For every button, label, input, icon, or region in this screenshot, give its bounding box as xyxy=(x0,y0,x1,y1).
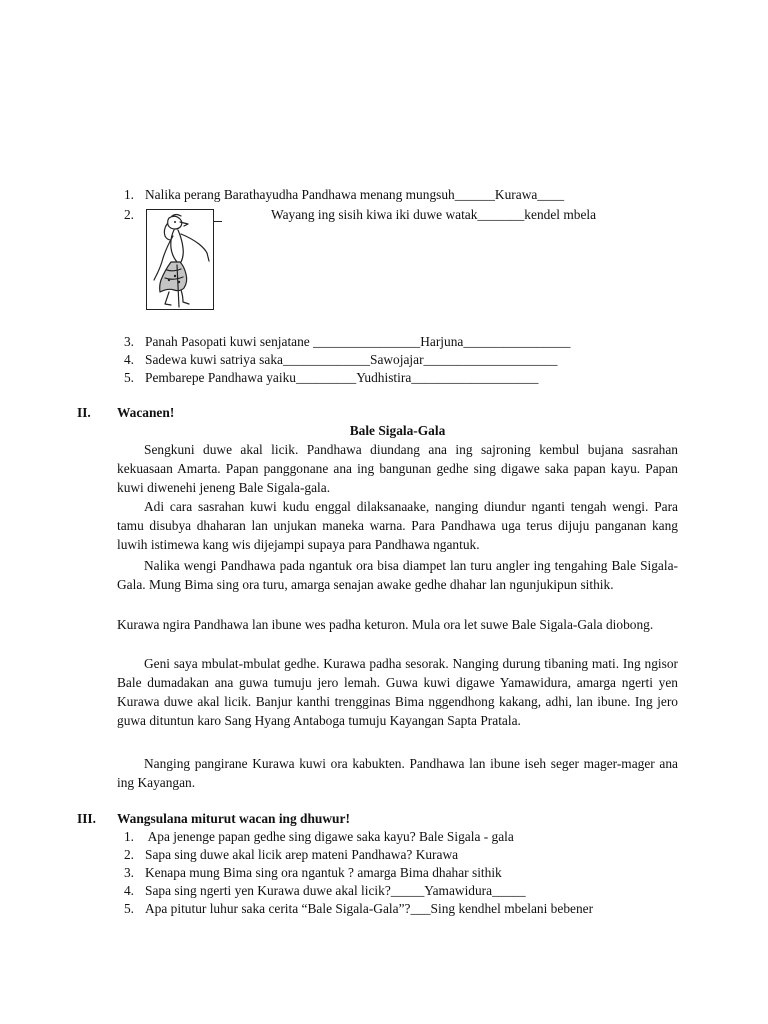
item-text: Apa jenenge papan gedhe sing digawe saka kayu? Bale Sigala - gala xyxy=(145,829,514,844)
reading-paragraph: Geni saya mbulat-mbulat gedhe. Kurawa padha sesorak. Nanging durung tibaning mati. Ing ngisor Bale dumadakan ana guwa tumuju jero lemah. Guwa kuwi digawe Yamawidura, amarga ngerti yen Kurawa duwe akal licik. Banjur kanthi trengginas Bima nggendhong kakang, adhi, lan ibune. Ing jero guwa dituntun karo Sang Hyang Antaboga tumuju Kayangan Sapta Pratala. xyxy=(117,656,678,728)
wayang-figure-icon xyxy=(147,210,213,309)
item-text: Pembarepe Pandhawa yaiku_________Yudhistira___________________ xyxy=(145,370,539,385)
item-number: 2. xyxy=(123,207,134,222)
item-text: Apa pitutur luhur saka cerita “Bale Sigala-Gala”?___Sing kendhel mbelani bebener xyxy=(145,901,594,916)
item-number: 1. xyxy=(123,187,134,202)
item-text: Sadewa kuwi satriya saka_____________Sawojajar____________________ xyxy=(145,352,558,367)
wayang-figure-icon xyxy=(146,209,214,310)
item-number: 5. xyxy=(123,370,134,385)
item-text: Kenapa mung Bima sing ora ngantuk ? amarga Bima dhahar sithik xyxy=(145,865,502,880)
item-number: 3. xyxy=(123,865,134,880)
reading-paragraph: Nanging pangirane Kurawa kuwi ora kabukten. Pandhawa lan ibune iseh seger mager-mager ana ing Kayangan. xyxy=(117,756,678,790)
item-text: Sapa sing ngerti yen Kurawa duwe akal licik?_____Yamawidura_____ xyxy=(145,883,526,898)
item-number: 1. xyxy=(123,829,134,844)
reading-paragraph: Kurawa ngira Pandhawa lan ibune wes padha keturon. Mula ora let suwe Bale Sigala-Gala diobong. xyxy=(117,617,654,632)
section-number: III. xyxy=(77,811,96,826)
item-text: Nalika perang Barathayudha Pandhawa menang mungsuh______Kurawa____ xyxy=(145,187,565,202)
item-text: Panah Pasopati kuwi senjatane ________________Harjuna________________ xyxy=(145,334,571,349)
reading-paragraph: Sengkuni duwe akal licik. Pandhawa diundang ana ing sajroning kembul bujana sasrahan kekuasaan Amarta. Papan panggonane ana ing bangunan gedhe sing digawe saka papan kayu. Papan kuwi diwenehi jeneng Bale Sigala-gala. xyxy=(117,442,678,495)
reading-paragraph: Nalika wengi Pandhawa pada ngantuk ora bisa diampet lan turu angler ing tengahing Bale Sigala-Gala. Mung Bima sing ora turu, amarga senajan awake gedhe dhahar lan ngunjukipun sithik. xyxy=(117,558,678,592)
item-number: 5. xyxy=(123,901,134,916)
item-number: 4. xyxy=(123,352,134,367)
item-number: 4. xyxy=(123,883,134,898)
item-text: Wayang ing sisih kiwa iki duwe watak_______kendel mbela xyxy=(271,207,597,222)
section-heading: Wangsulana miturut wacan ing dhuwur! xyxy=(117,811,350,826)
answer-underline xyxy=(214,221,222,222)
item-text: Sapa sing duwe akal licik arep mateni Pandhawa? Kurawa xyxy=(145,847,459,862)
reading-title: Bale Sigala-Gala xyxy=(349,423,446,438)
section-heading: Wacanen! xyxy=(117,405,175,420)
item-number: 3. xyxy=(123,334,134,349)
section-number: II. xyxy=(77,405,91,420)
item-number: 2. xyxy=(123,847,134,862)
reading-paragraph: Adi cara sasrahan kuwi kudu enggal dilaksanaake, nanging diundur nganti tengah wengi. Para tamu disubya dhaharan lan unjukan maneka warna. Para Pandhawa uga terus dijuju panganan kang luwih istimewa kang wis dijejampi supaya para Pandhawa ngantuk. xyxy=(117,499,678,552)
